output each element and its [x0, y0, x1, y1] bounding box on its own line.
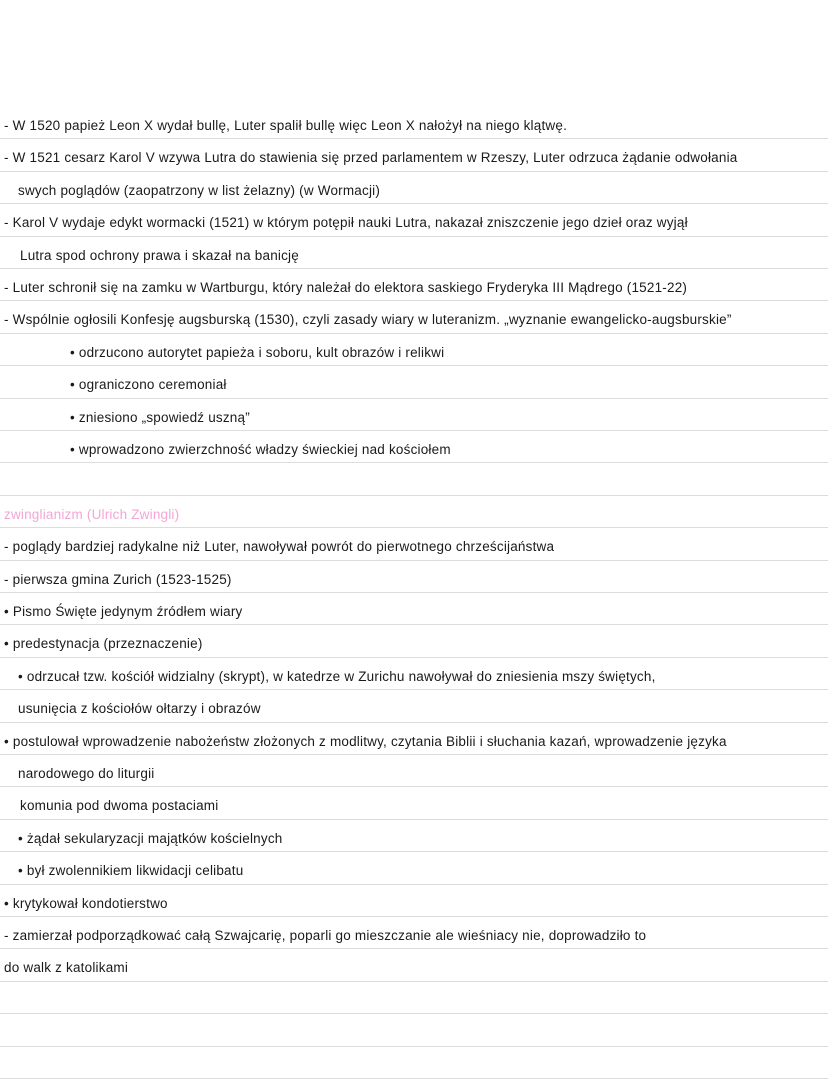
note-line: - W 1521 cesarz Karol V wzywa Lutra do stawienia się przed parlamentem w Rzeszy, Luter odrzuca żądanie odwołania: [4, 150, 738, 166]
note-line: • predestynacja (przeznaczenie): [4, 636, 203, 652]
ruled-line: [0, 1046, 828, 1047]
note-line: • był zwolennikiem likwidacji celibatu: [18, 863, 244, 879]
note-line: - Luter schronił się na zamku w Wartburgu, który należał do elektora saskiego Fryderyka III Mądrego (1521-22): [4, 280, 688, 295]
note-line: • zniesiono „spowiedź uszną”: [70, 409, 250, 425]
note-line: • odrzucono autorytet papieża i soboru, kult obrazów i relikwi: [70, 344, 445, 360]
note-line: Lutra spod ochrony prawa i skazał na banicję: [20, 247, 299, 263]
note-line: • Pismo Święte jedynym źródłem wiary: [4, 604, 243, 619]
note-line: usunięcia z kościołów ołtarzy i obrazów: [18, 701, 261, 717]
ruled-line: [0, 462, 828, 463]
note-line: - Wspólnie ogłosili Konfesję augsburską (1530), czyli zasady wiary w luteranizm. „wyznanie ewangelicko-augsburskie”: [4, 312, 732, 328]
note-line: • ograniczono ceremoniał: [70, 377, 227, 393]
note-line: komunia pod dwoma postaciami: [20, 798, 219, 814]
note-line: - zamierzał podporządkować całą Szwajcarię, poparli go mieszczanie ale wieśniacy nie, doprowadziło to: [4, 928, 647, 943]
note-line: - Karol V wydaje edykt wormacki (1521) w którym potępił nauki Lutra, nakazał zniszczenie jego dzieł oraz wyjął: [4, 215, 688, 231]
note-line: - poglądy bardziej radykalne niż Luter, nawoływał powrót do pierwotnego chrześcijaństwa: [4, 539, 555, 555]
note-line: • żądał sekularyzacji majątków kościelnych: [18, 830, 283, 846]
note-line: - pierwsza gmina Zurich (1523-1525): [4, 571, 232, 587]
ruled-line: [0, 1013, 828, 1014]
note-line: • odrzucał tzw. kościół widzialny (skrypt), w katedrze w Zurichu nawoływał do zniesienia mszy świętych,: [18, 668, 656, 684]
note-line: swych poglądów (zaopatrzony w list żelazny) (w Wormacji): [18, 182, 381, 198]
note-line: - W 1520 papież Leon X wydał bullę, Luter spalił bullę więc Leon X nałożył na niego klątwę.: [4, 118, 568, 133]
note-line: narodowego do liturgii: [18, 766, 155, 781]
section-heading: zwinglianizm (Ulrich Zwingli): [4, 506, 180, 522]
note-line: • wprowadzono zwierzchność władzy świeckiej nad kościołem: [70, 442, 451, 457]
note-line: • krytykował kondotierstwo: [4, 895, 168, 911]
note-line: • postulował wprowadzenie nabożeństw złożonych z modlitwy, czytania Biblii i słuchania kazań, wprowadzenie języka: [4, 733, 727, 749]
note-line: do walk z katolikami: [4, 960, 129, 976]
